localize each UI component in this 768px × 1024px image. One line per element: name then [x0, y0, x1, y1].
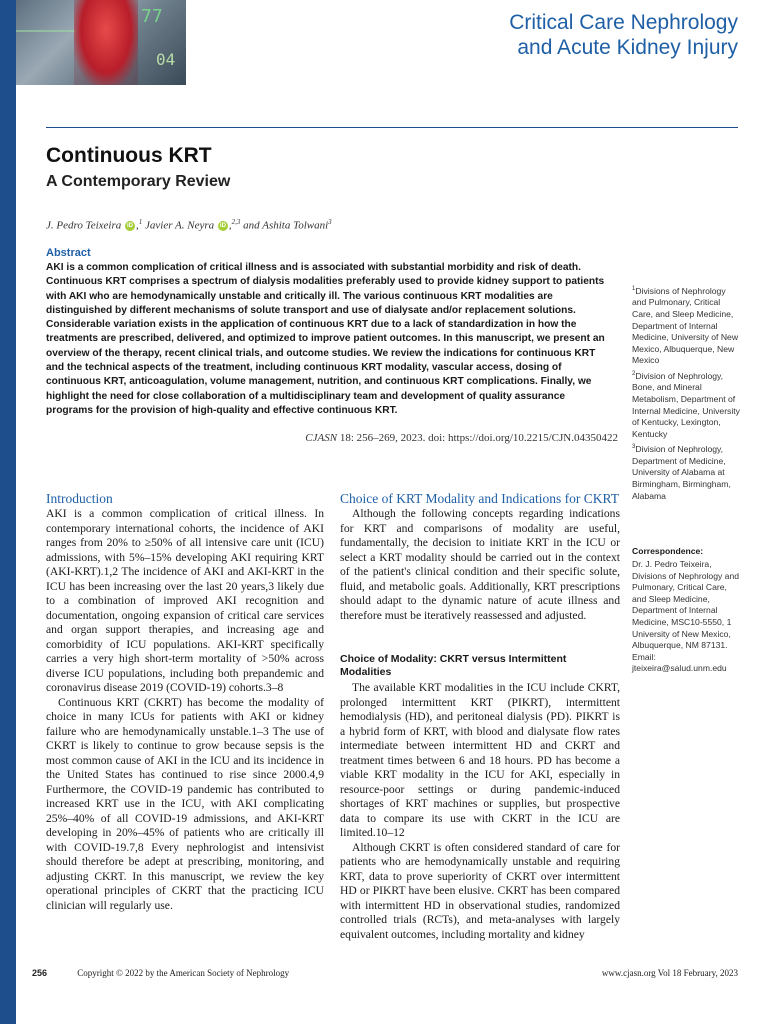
- red-iv-bag: [74, 0, 138, 85]
- subsection-heading: Choice of Modality: CKRT versus Intermittent Modalities: [340, 653, 567, 678]
- page-number: 256: [32, 968, 48, 978]
- body-paragraph: Continuous KRT (CKRT) has become the modality of choice in many ICUs for patients with AKI or kidney failure who are hemodynamically unstable.1–3 The use of CKRT is likely to continue to grow because sepsis is the most common cause of AKI in the ICU and its incidence in the United States has continued to rise since 2000.4,9 Furthermore, the COVID-19 pandemic has contributed to increased KRT use in the ICU, with AKI complicating 25%–40% of all COVID-19 admissions, and AKI-KRT developing in 20%–45% of patients who are critically ill with COVID-19.7,8 Every nephrologist and intensivist should therefore be adept at prescribing, monitoring, and adjusting CKRT. In this manuscript, we review the key operational principles of CKRT that the practicing ICU clinician will regularly use.: [46, 695, 324, 912]
- correspondence-heading: Correspondence:: [632, 546, 704, 556]
- body-paragraph: AKI is a common complication of critical illness. In contemporary international cohorts, the incidence of AKI ranges from 20% to ≥50% of all intensive care unit (ICU) admissions, with 5%–15% developing AKI requiring KRT (AKI-KRT).1,2 The incidence of AKI and AKI-KRT in the ICU has been increasing over the last 20 years,3 likely due to a combination of improved AKI recognition and documentation, ongoing expansion of critical care services and organ support therapies, and increasing age and comorbidity of ICU populations. AKI-KRT specifically carries a very high short-term mortality of >50% across diverse ICU populations, including both prepandemic and coronavirus disease 2019 (COVID-19) cohorts.3–8: [46, 507, 324, 694]
- header-photo: [16, 0, 186, 85]
- affiliation-number: 1: [632, 286, 636, 292]
- affiliation-item: [632, 442, 742, 502]
- left-column: [46, 507, 324, 913]
- author-affiliation-mark: 2,3: [231, 218, 241, 226]
- author-affiliation-mark: 3: [328, 218, 332, 226]
- journal-section-title: [509, 10, 738, 60]
- footer-left: [32, 968, 289, 978]
- right-column-bottom: [340, 681, 620, 942]
- monitor-readout-2: 04: [156, 50, 176, 69]
- monitor-waveform: [16, 30, 76, 32]
- footer-journal-info: www.cjasn.org Vol 18 February, 2023: [601, 968, 738, 978]
- body-paragraph: The available KRT modalities in the ICU include CKRT, prolonged intermittent KRT (PIKRT), intermittent hemodialysis (HD), and peritoneal dialysis (PD). PIKRT is a hybrid form of KRT, with blood and dialysate flow rates intermediate between intermittent HD and CKRT and treatment times between 6 and 18 hours. PD has become a viable KRT modality in the ICU for AKI, especially in resource-poor settings or during pandemic-induced shortages of KRT machines or supplies, but prospective data to compare its use with CKRT in the ICU are limited.10–12: [340, 681, 620, 839]
- author-list: J. Pedro Teixeira iD ,$^1$ Javier A. Neyra iD ,$^{2,3}$ and Ashita Tolwani$^3$: [46, 218, 332, 232]
- citation-line: [305, 432, 618, 444]
- correspondence-text: Dr. J. Pedro Teixeira, Divisions of Nephrology and Pulmonary, Critical Care, and Sleep Medicine, Department of Internal Medicine, MSC10-5550, 1 University of New Mexico, Albuquerque, NM 87131. Email: jteixeira@salud.unm.edu: [632, 559, 740, 674]
- author-name: Ashita Tolwani: [262, 219, 329, 232]
- author-conjunction: and: [243, 219, 260, 232]
- right-column-top: [340, 507, 620, 623]
- affiliation-number: 3: [632, 444, 636, 451]
- journal-title-line-2: and Acute Kidney Injury: [517, 36, 738, 59]
- author-name: Javier A. Neyra: [145, 219, 215, 232]
- modality-section-heading: Choice of KRT Modality and Indications for CKRT: [340, 491, 619, 506]
- abstract-heading: Abstract: [46, 247, 91, 259]
- body-paragraph: Although the following concepts regarding indications for KRT and comparisons of modality are useful, fundamentally, the decision to initiate KRT in the ICU or select a KRT modality should be carried out in the context of the patient's clinical condition and their specific solute, fluid, and metabolic goals. Additionally, KRT prescriptions should adapt to the dynamic nature of acute illness and therefore must be iteratively reassessed and adjusted.: [340, 507, 620, 622]
- orcid-icon[interactable]: iD: [127, 223, 134, 230]
- affiliation-item: [632, 284, 742, 367]
- header-rule: [46, 127, 738, 128]
- monitor-readout-1: 77: [141, 6, 163, 27]
- copyright: Copyright © 2022 by the American Society of Nephrology: [77, 968, 290, 978]
- affiliation-text: Divisions of Nephrology and Pulmonary, Critical Care, and Sleep Medicine, Department of Internal Medicine, University of New Mexico, Albuquerque, New Mexico: [632, 285, 739, 366]
- article-title: Continuous KRT: [46, 144, 212, 167]
- affiliation-text: Division of Nephrology, Department of Medicine, University of Alabama at Birmingham, Birmingham, Alabama: [632, 444, 731, 501]
- abstract-text: AKI is a common complication of critical illness and is associated with substantial morbidity and risk of death. Continuous KRT comprises a spectrum of dialysis modalities preferably used to provide kidney support to patients with AKI who are hemodynamically unstable and critically ill. The various continuous KRT modalities are distinguished by different mechanisms of solute transport and use of dialysate and/or replacement solutions. Considerable variation exists in the application of continuous KRT due to a lack of standardization in how the treatments are prescribed, delivered, and optimized to improve patient outcomes. In this manuscript, we present an overview of the therapy, recent clinical trials, and outcome studies. We review the indications for continuous KRT and the technical aspects of the treatment, including continuous KRT modality, vascular access, dosing of continuous KRT, anticoagulation, volume management, nutrition, and continuous KRT complications. Finally, we highlight the need for close collaboration of a multidisciplinary team and development of quality assurance programs for the provision of high-quality and effective continuous KRT.: [46, 262, 605, 416]
- affiliations: [632, 284, 742, 504]
- orcid-icon[interactable]: iD: [219, 223, 226, 230]
- journal-sidebar-band: [0, 0, 16, 1024]
- citation-details: 18: 256–269, 2023. doi: https://doi.org/10.2215/CJN.04350422: [339, 432, 618, 444]
- affiliation-text: Division of Nephrology, Bone, and Mineral Metabolism, Department of Internal Medicine, University of Kentucky, Lexington, Kentucky: [632, 370, 740, 439]
- citation-journal: CJASN: [305, 432, 338, 444]
- article-subtitle: A Contemporary Review: [46, 173, 231, 190]
- author-name: J. Pedro Teixeira: [46, 219, 122, 232]
- journal-title-line-1: Critical Care Nephrology: [509, 11, 738, 34]
- introduction-heading: Introduction: [46, 491, 113, 506]
- author-affiliation-mark: 1: [138, 218, 143, 226]
- affiliation-item: [632, 369, 742, 440]
- affiliation-number: 2: [632, 371, 636, 378]
- body-paragraph: Although CKRT is often considered standard of care for patients who are hemodynamically unstable and requiring KRT, data to prove superiority of CKRT over intermittent HD or PIKRT have been elusive. CKRT has been compared with intermittent HD in observational studies, randomized controlled trials (RCTs), and meta-analyses with largely equivalent outcomes, including mortality and kidney: [340, 840, 620, 941]
